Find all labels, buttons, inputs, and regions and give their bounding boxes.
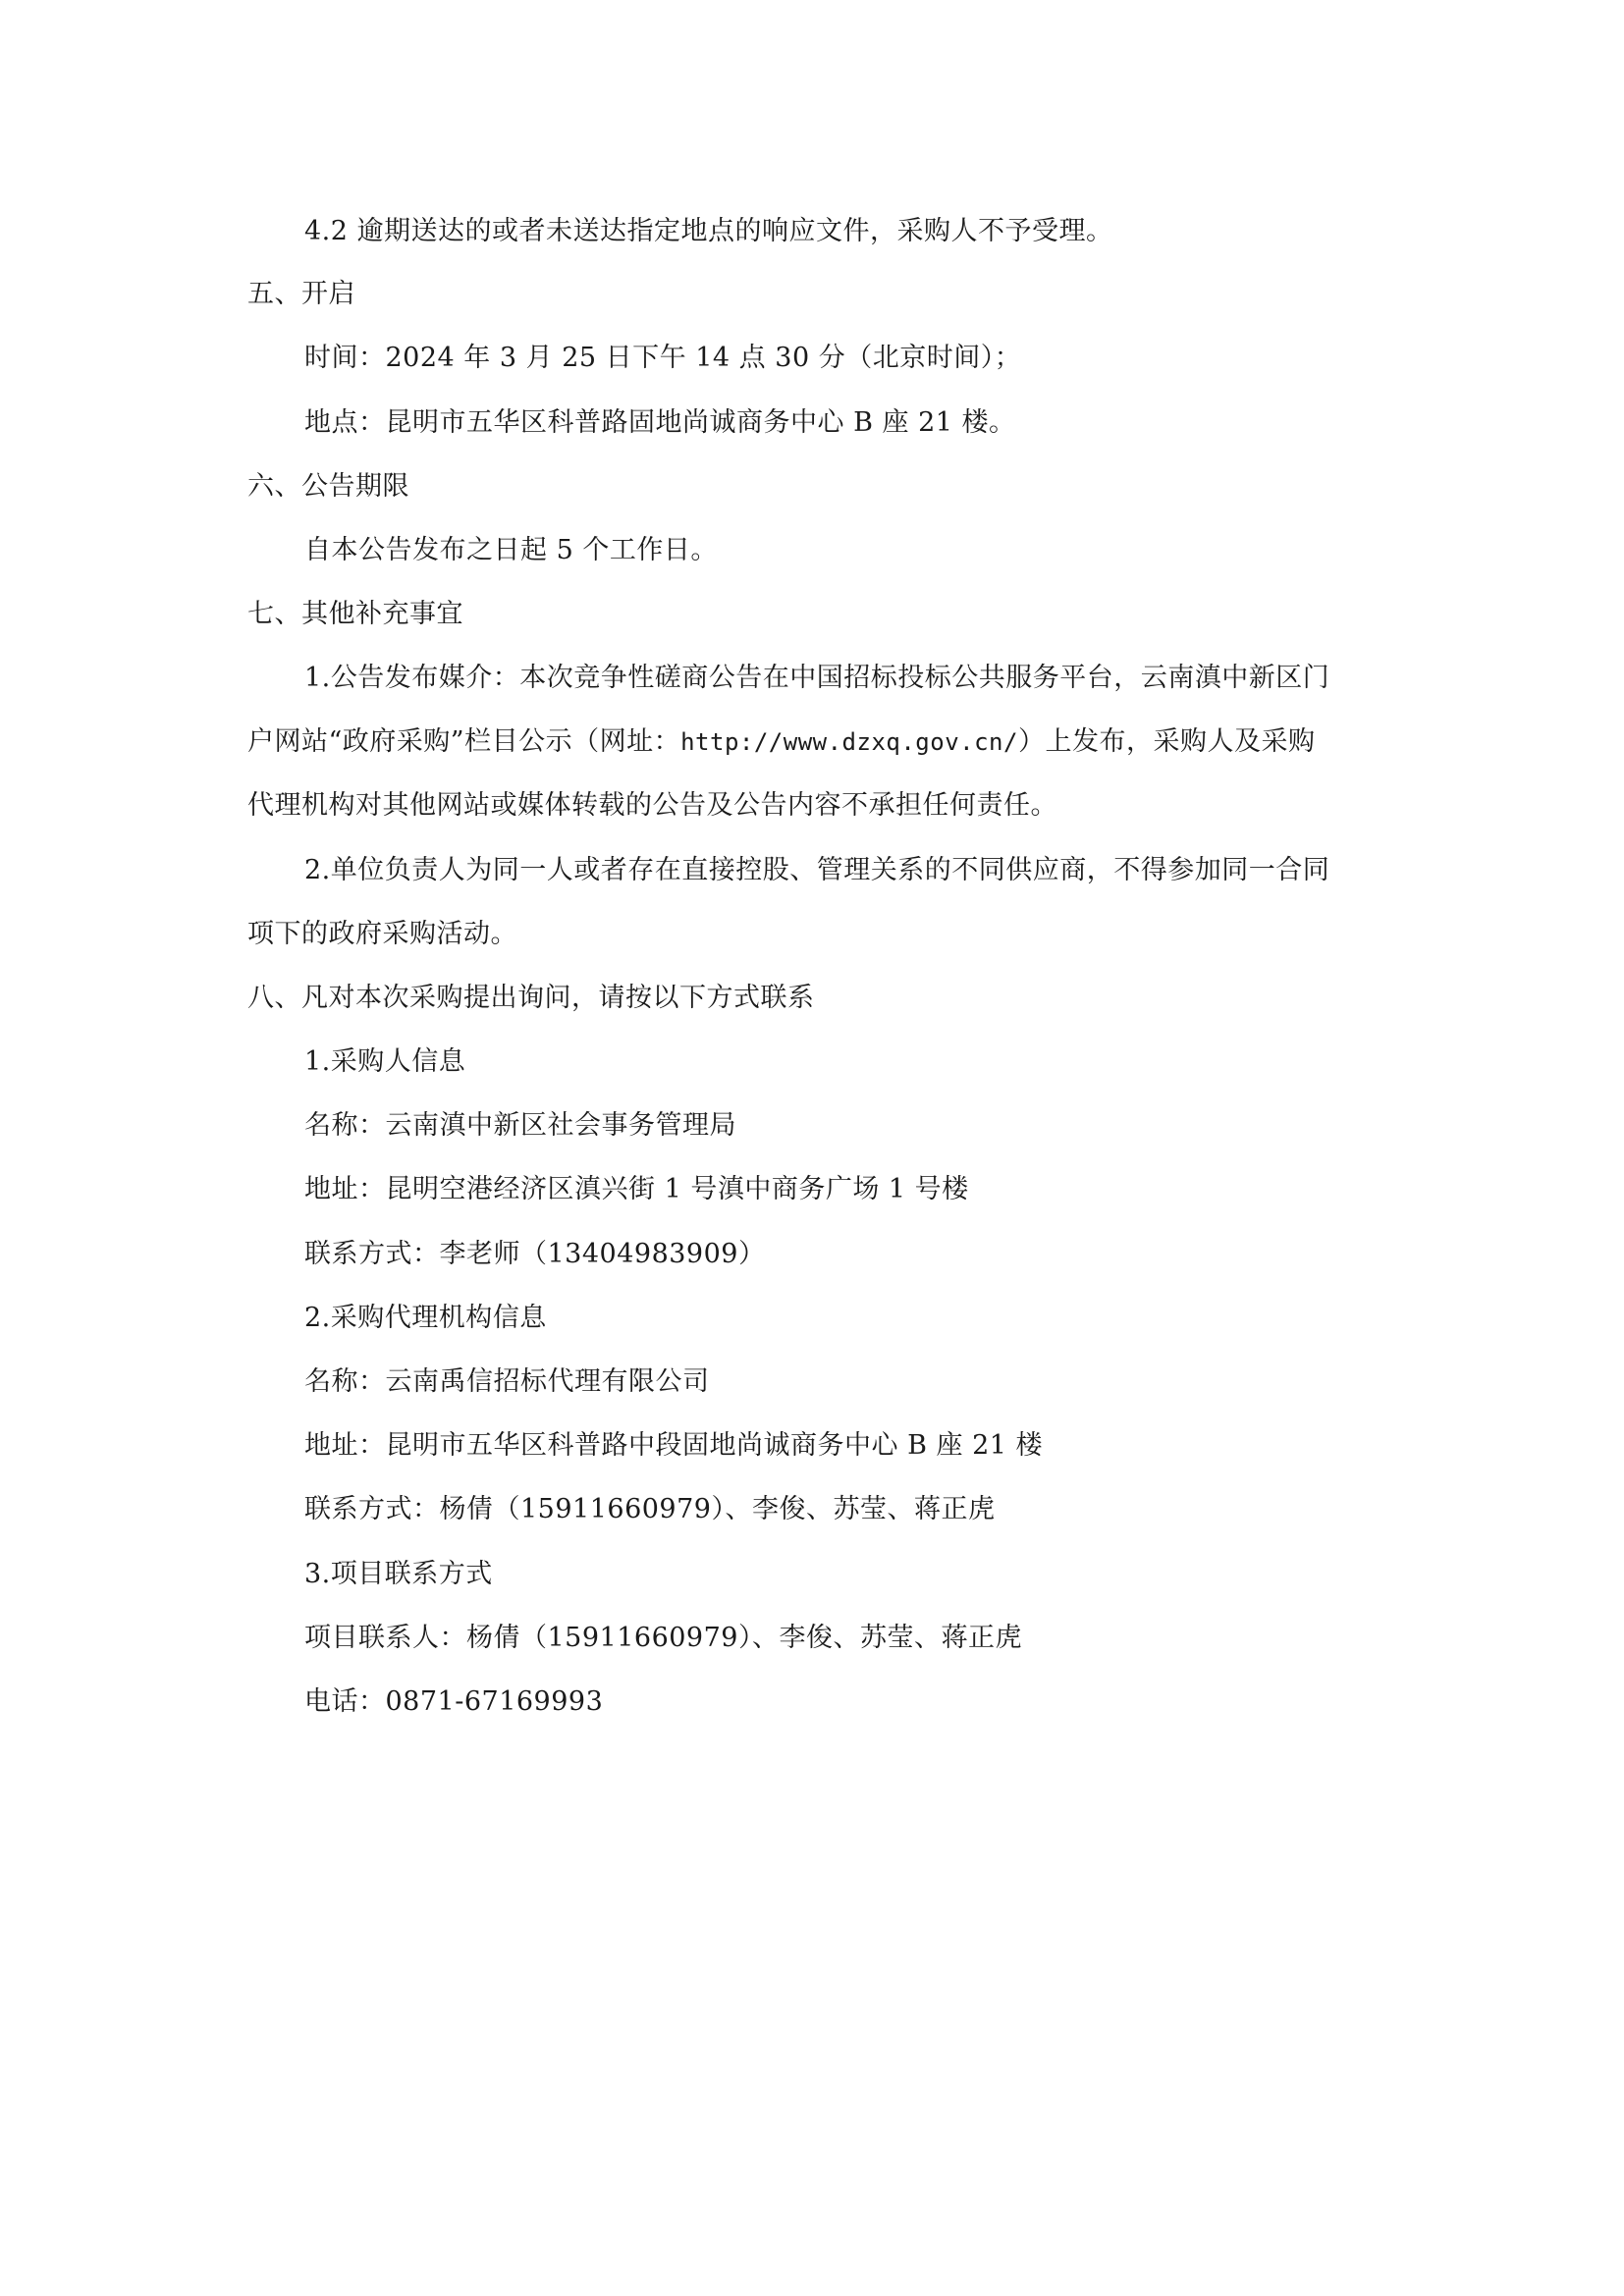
paragraph-7-1-line-2: [247, 724, 1315, 760]
paragraph-7-1-line-2-pre: 户网站“政府采购”栏目公示（网址：: [247, 726, 681, 757]
opening-time: 时间：2024 年 3 月 25 日下午 14 点 30 分（北京时间）；: [304, 343, 1022, 373]
paragraph-7-1-line-1: 1.公告发布媒介：本次竞争性磋商公告在中国招标投标公共服务平台，云南滇中新区门: [304, 663, 1330, 693]
agency-contact: 联系方式：杨倩（15911660979）、李俊、苏莹、蒋正虎: [304, 1494, 996, 1524]
purchaser-info-heading: 1.采购人信息: [304, 1046, 466, 1077]
project-contact-heading: 3.项目联系方式: [304, 1559, 493, 1589]
agency-info-heading: 2.采购代理机构信息: [304, 1303, 547, 1333]
section-heading-8: 八、凡对本次采购提出询问，请按以下方式联系: [247, 983, 815, 1013]
purchaser-contact: 联系方式：李老师（13404983909）: [304, 1239, 766, 1269]
project-contact-person: 项目联系人：杨倩（15911660979）、李俊、苏莹、蒋正虎: [304, 1623, 1022, 1653]
project-contact-phone: 电话：0871-67169993: [304, 1686, 604, 1717]
website-url[interactable]: http://www.dzxq.gov.cn/: [680, 728, 1018, 756]
agency-address: 地址：昆明市五华区科普路中段固地尚诚商务中心 B 座 21 楼: [304, 1430, 1044, 1461]
paragraph-7-1-line-2-post: ）上发布，采购人及采购: [1017, 726, 1316, 757]
paragraph-7-2-line-1: 2.单位负责人为同一人或者存在直接控股、管理关系的不同供应商，不得参加同一合同: [304, 855, 1330, 885]
purchaser-name: 名称：云南滇中新区社会事务管理局: [304, 1110, 736, 1141]
purchaser-address: 地址：昆明空港经济区滇兴街 1 号滇中商务广场 1 号楼: [304, 1174, 969, 1204]
section-heading-5: 五、开启: [247, 279, 355, 309]
paragraph-7-2-line-2: 项下的政府采购活动。: [247, 919, 517, 949]
notice-period: 自本公告发布之日起 5 个工作日。: [304, 535, 718, 565]
paragraph-4-2: 4.2 逾期送达的或者未送达指定地点的响应文件，采购人不予受理。: [304, 216, 1113, 246]
section-heading-7: 七、其他补充事宜: [247, 599, 463, 629]
section-heading-6: 六、公告期限: [247, 471, 409, 502]
agency-name: 名称：云南禹信招标代理有限公司: [304, 1366, 710, 1397]
paragraph-7-1-line-3: 代理机构对其他网站或媒体转载的公告及公告内容不承担任何责任。: [247, 790, 1057, 821]
opening-place: 地点：昆明市五华区科普路固地尚诚商务中心 B 座 21 楼。: [304, 407, 1016, 438]
